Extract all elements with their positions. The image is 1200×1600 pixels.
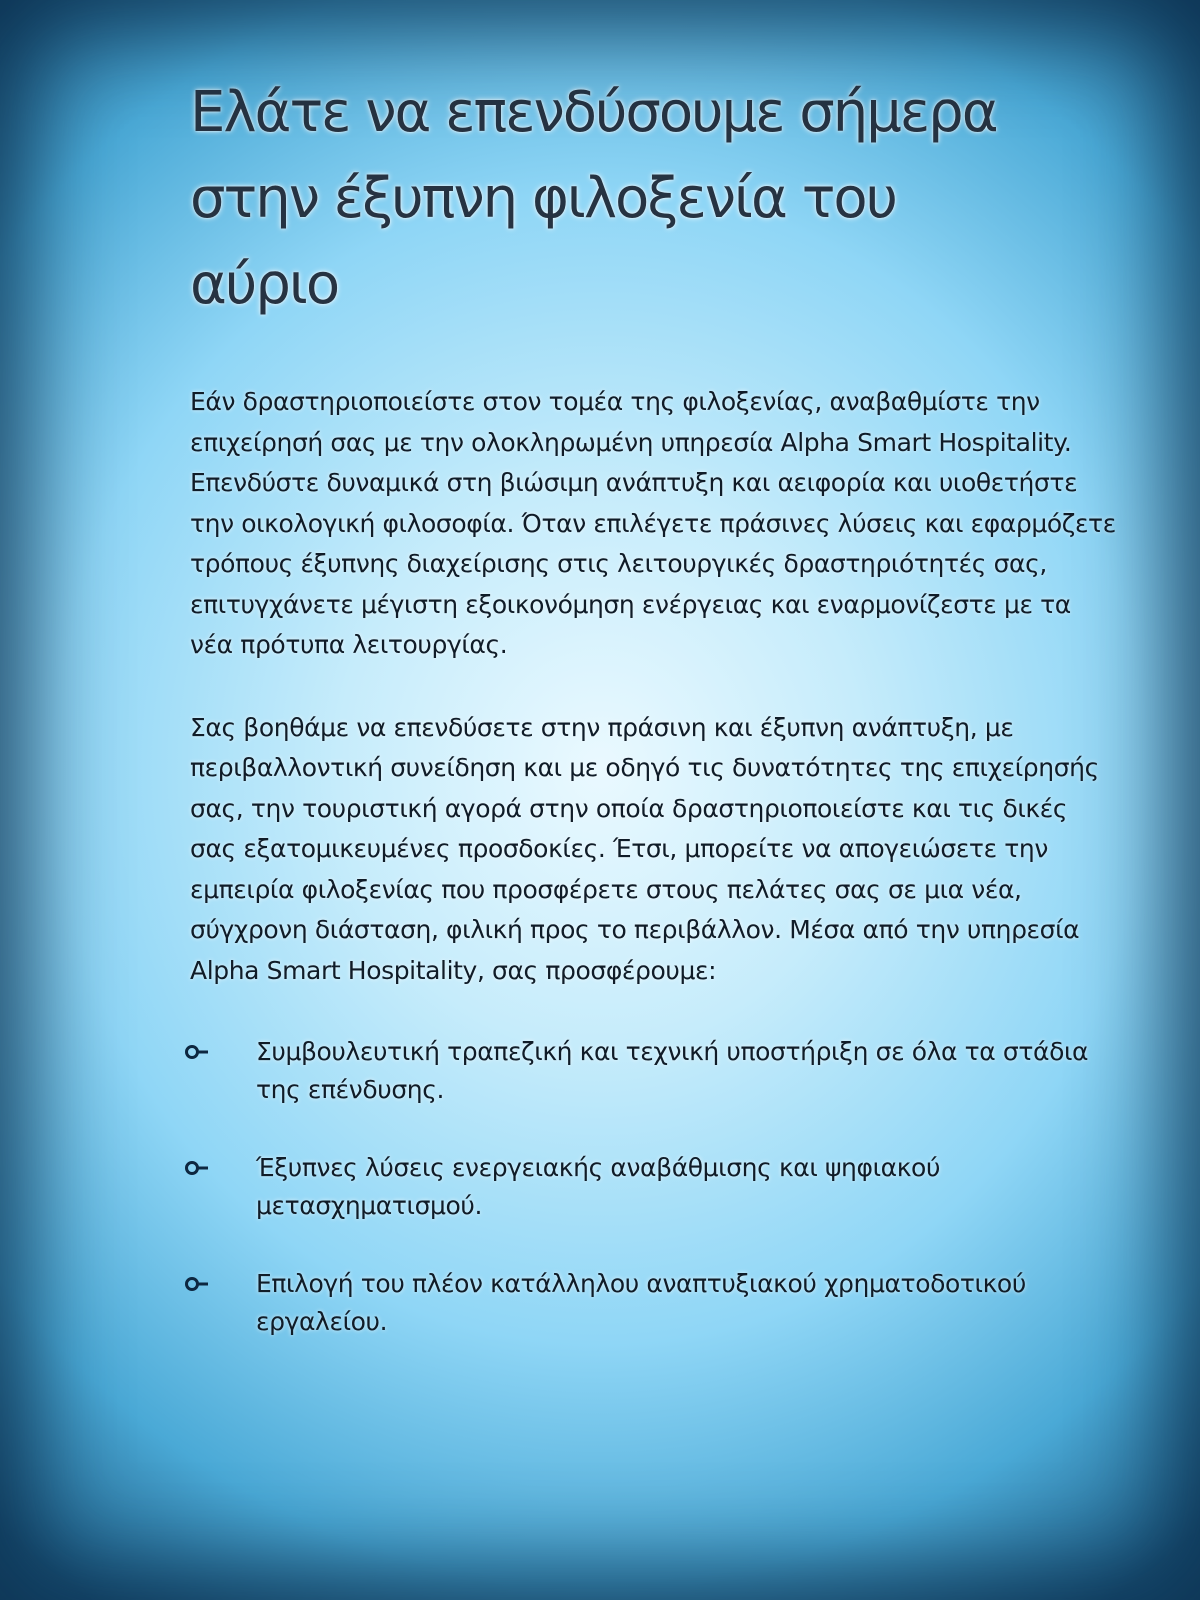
page-title — [190, 70, 1120, 328]
offer-paragraph: Σας βοηθάμε να επενδύσετε στην πράσινη και έξυπνη ανάπτυξη, με περιβαλλοντική συνείδηση και με οδηγό τις δυνατότητες της επιχείρησής σας, την τουριστική αγορά στην οποία δραστηριοποιείστε και τις δικές σας εξατομικευμένες προσδοκίες. Έτσι, μπορείτε να απογειώσετε την εμπειρία φιλοξενίας που προσφέρετε στους πελάτες σας σε μια νέα, σύγχρονη διάσταση, φιλική προς το περιβάλλον. Μέσα από την υπηρεσία Alpha Smart Hospitality, σας προσφέρουμε: — [190, 712, 1099, 985]
offer-list — [190, 1033, 1120, 1341]
list-item — [190, 1265, 1120, 1341]
list-item — [190, 1149, 1120, 1225]
list-item — [190, 1033, 1120, 1109]
title-line: αύριο — [190, 252, 339, 317]
list-item-text: Επιλογή του πλέον κατάλληλου αναπτυξιακού χρηματοδοτικού εργαλείου. — [256, 1269, 1026, 1336]
list-item-text: Έξυπνες λύσεις ενεργειακής αναβάθμισης και ψηφιακού μετασχηματισμού. — [256, 1153, 941, 1220]
title-line: Ελάτε να επενδύσουμε σήμερα — [190, 80, 997, 145]
circle-dash-icon — [184, 1276, 224, 1292]
intro-paragraph: Εάν δραστηριοποιείστε στον τομέα της φιλοξενίας, αναβαθμίστε την επιχείρησή σας με την ολοκληρωμένη υπηρεσία Alpha Smart Hospitality. Επενδύστε δυναμικά στη βιώσιμη ανάπτυξη και αειφορία και υιοθετήστε την οικολογική φιλοσοφία. Όταν επιλέγετε πράσινες λύσεις και εφαρμόζετε τρόπους έξυπνης διαχείρισης στις λειτουργικές δραστηριότητές σας, επιτυγχάνετε μέγιστη εξοικονόμηση ενέργειας και εναρμονίζεστε με τα νέα πρότυπα λειτουργίας. — [190, 387, 1116, 659]
title-line: στην έξυπνη φιλοξενία του — [190, 166, 897, 231]
circle-dash-icon — [184, 1044, 224, 1060]
document-content — [190, 70, 1120, 1381]
list-item-text: Συμβουλευτική τραπεζική και τεχνική υποστήριξη σε όλα τα στάδια της επένδυσης. — [256, 1037, 1089, 1104]
circle-dash-icon — [184, 1160, 224, 1176]
